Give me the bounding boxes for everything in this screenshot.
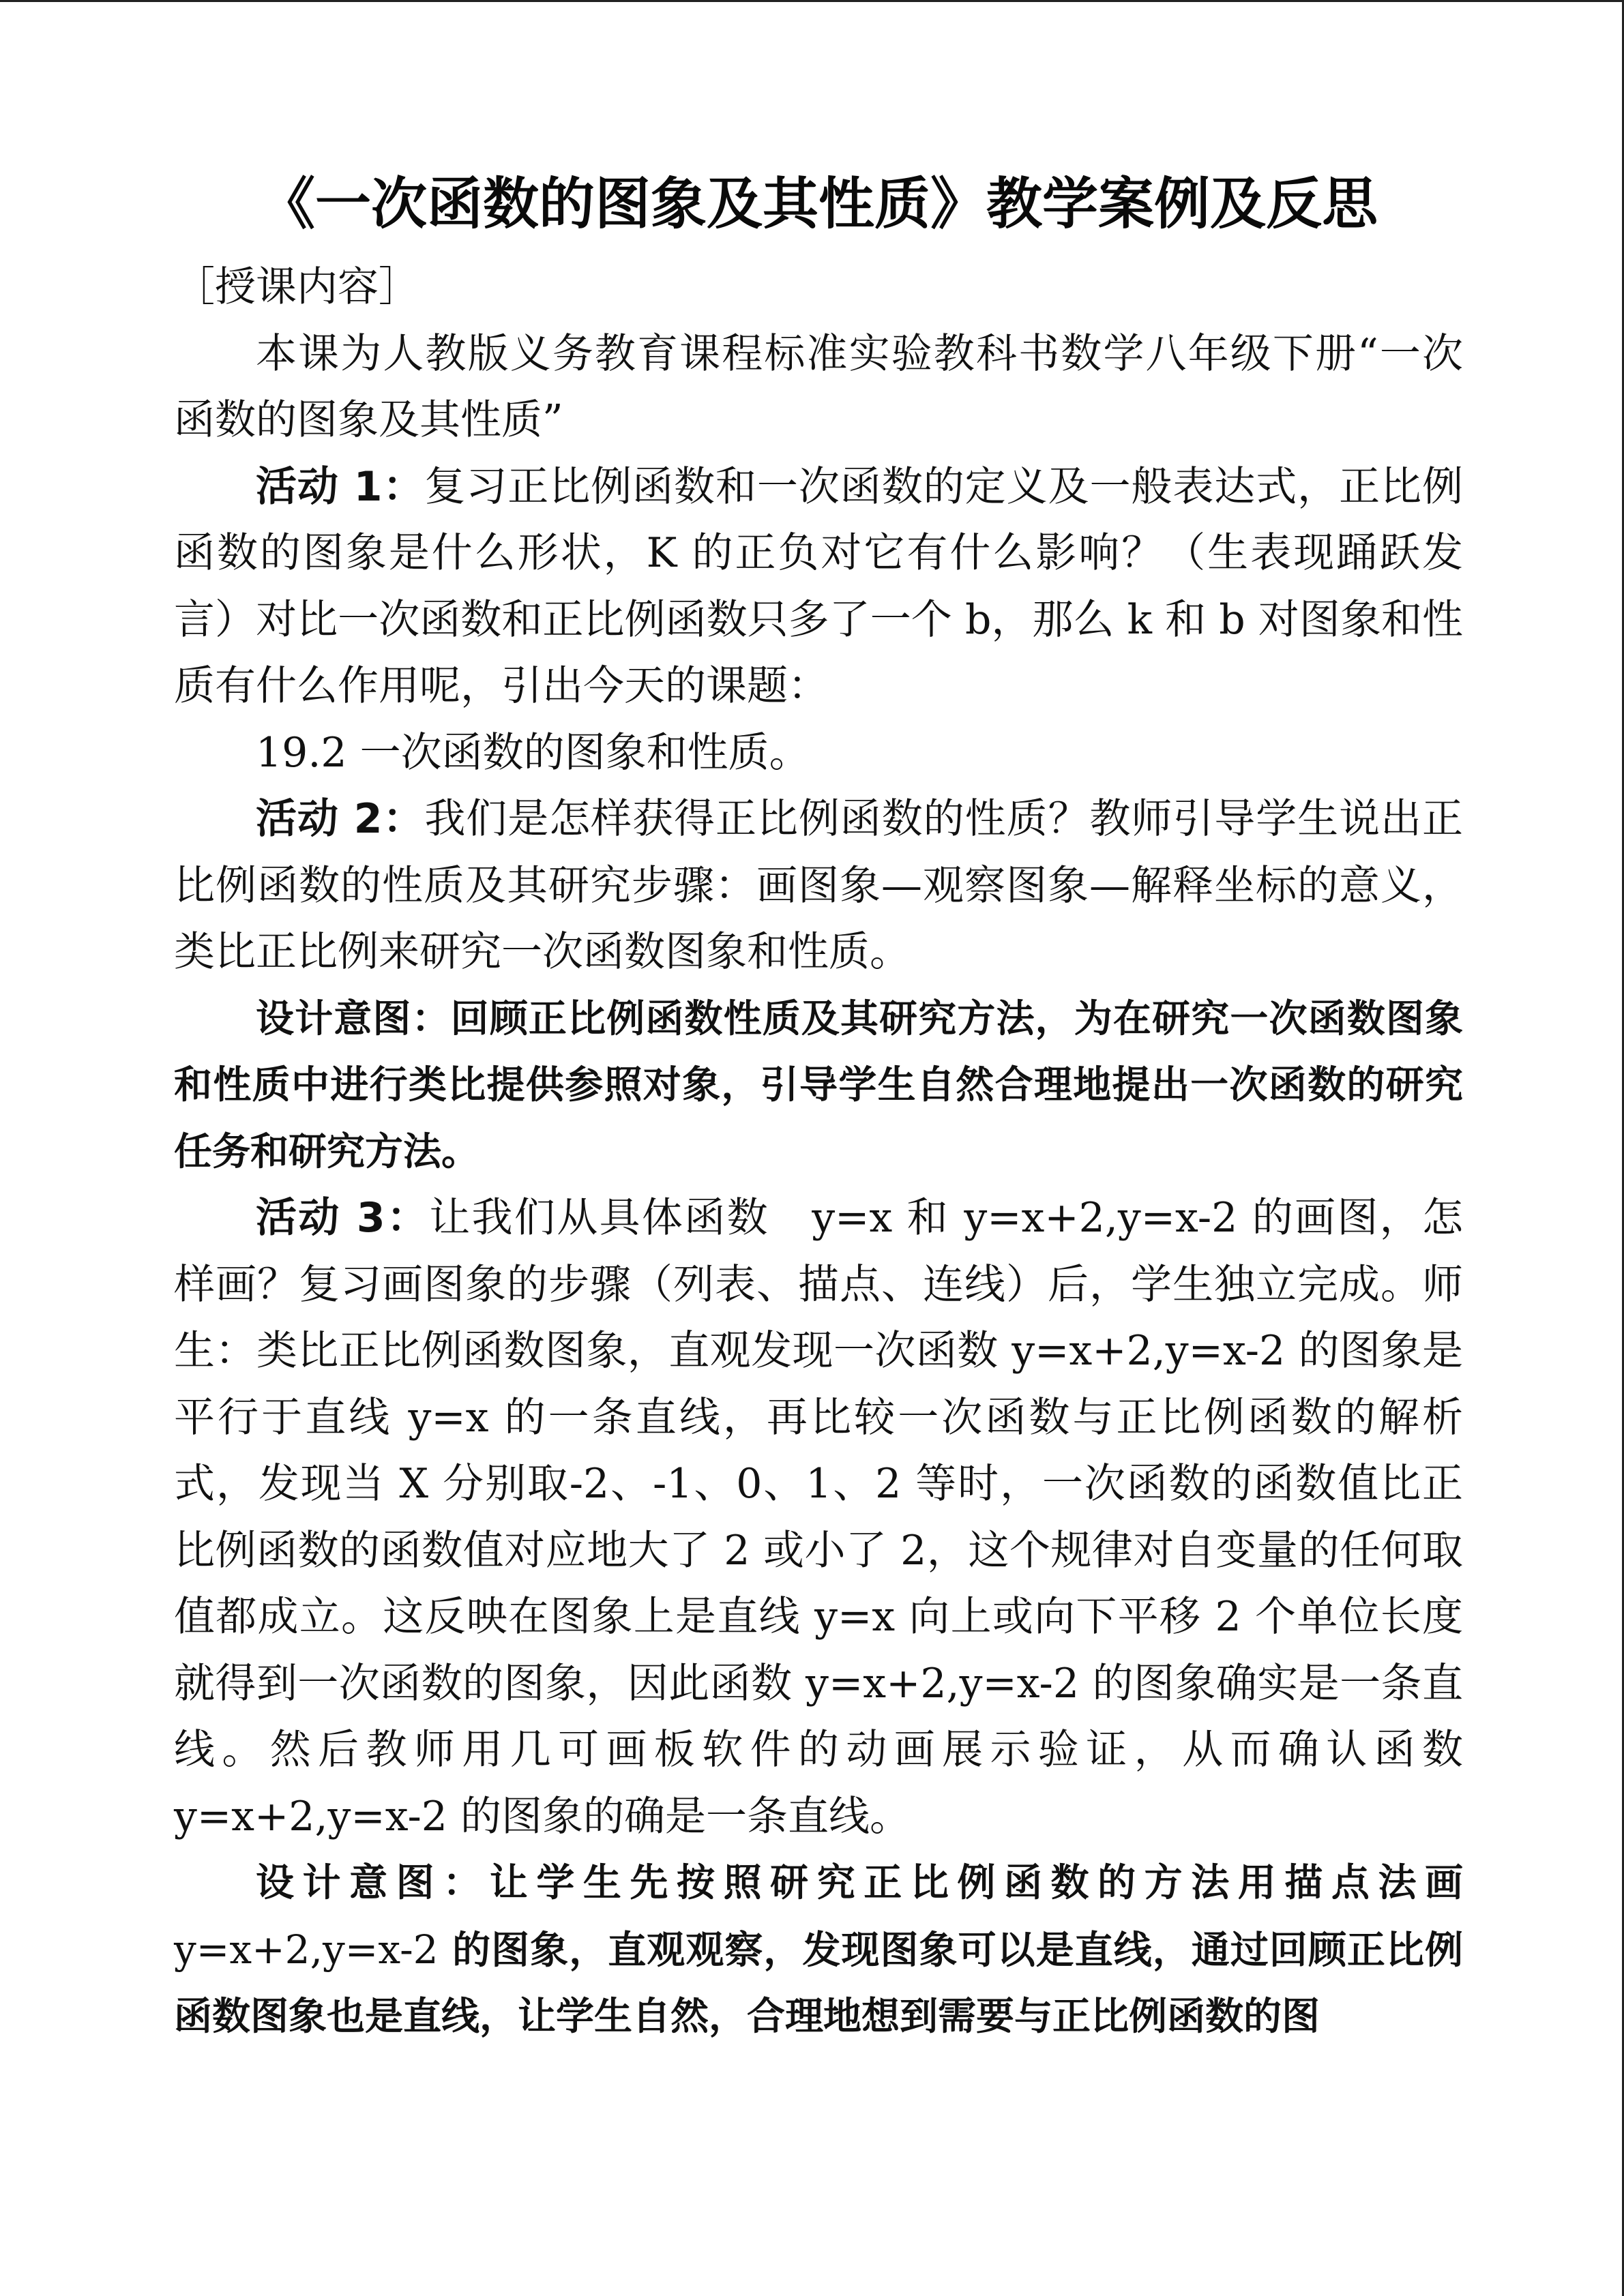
design-intent-2-formula: y=x+2,y=x-2 xyxy=(174,1926,439,1973)
activity-1-label: 活动 1： xyxy=(256,462,425,511)
lesson-topic: 19.2 一次函数的图象和性质。 xyxy=(256,728,810,777)
design-intent-2-lead: 设计意图：让学生先按照研究正比例函数的方法用描点法画 xyxy=(256,1861,1463,1905)
design-intent-2 xyxy=(174,1850,1463,2051)
section-heading: ［授课内容］ xyxy=(174,263,419,311)
activity-3-paragraph xyxy=(174,1185,1463,1850)
document-page xyxy=(174,153,1463,2051)
activity-3-text: 让我们从具体函数 y=x 和 y=x+2,y=x-2 的画图，怎样画？复习画图象的步骤（列表、描点、连线）后，学生独立完成。师生：类比正比例函数图象，直观发现一次函数 y=x+2,y=x-2 的图象是平行于直线 y=x 的一条直线，再比较一次函数与正比例函数的解析式，发现当 X 分别取-2、-1、0、1、2 等时，一次函数的函数值比正比例函数的函数值对应地大了 2 或小了 2，这个规律对自变量的任何取值都成立。这反映在图象上是直线 y=x 向上或向下平移 2 个单位长度就得到一次函数的图象，因此函数 y=x+2,y=x-2 的图象确实是一条直线。然后教师用几可画板软件的动画展示验证，从而确认函数 y=x+2,y=x-2 的图象的确是一条直线。 xyxy=(174,1194,1463,1840)
document-title: 《一次函数的图象及其性质》教学案例及反思 xyxy=(259,172,1378,237)
activity-2-text: 我们是怎样获得正比例函数的性质？教师引导学生说出正比例函数的性质及其研究步骤：画图象—观察图象—解释坐标的意义，类比正比例来研究一次函数图象和性质。 xyxy=(174,795,1464,976)
design-intent-2-rest: 的图象，直观观察，发现图象可以是直线，通过回顾正比例函数图象也是直线，让学生自然，合理地想到需要与正比例函数的图 xyxy=(174,1928,1463,2039)
activity-1-paragraph xyxy=(174,454,1463,720)
intro-paragraph: 本课为人教版义务教育课程标准实验教科书数学八年级下册“一次函数的图象及其性质” xyxy=(174,329,1463,444)
page-border-top xyxy=(0,0,1624,2)
activity-2-paragraph xyxy=(174,786,1463,986)
design-intent-1: 设计意图：回顾正比例函数性质及其研究方法，为在研究一次函数图象和性质中进行类比提供参照对象，引导学生自然合理地提出一次函数的研究任务和研究方法。 xyxy=(174,996,1463,1174)
activity-1-text: 复习正比例函数和一次函数的定义及一般表达式，正比例函数的图象是什么形状，K 的正负对它有什么影响？（生表现踊跃发言）对比一次函数和正比例函数只多了一个 b，那么 k 和 b 对图象和性质有什么作用呢，引出今天的课题： xyxy=(174,462,1464,710)
activity-3-label: 活动 3： xyxy=(256,1194,430,1242)
activity-2-label: 活动 2： xyxy=(256,795,425,843)
